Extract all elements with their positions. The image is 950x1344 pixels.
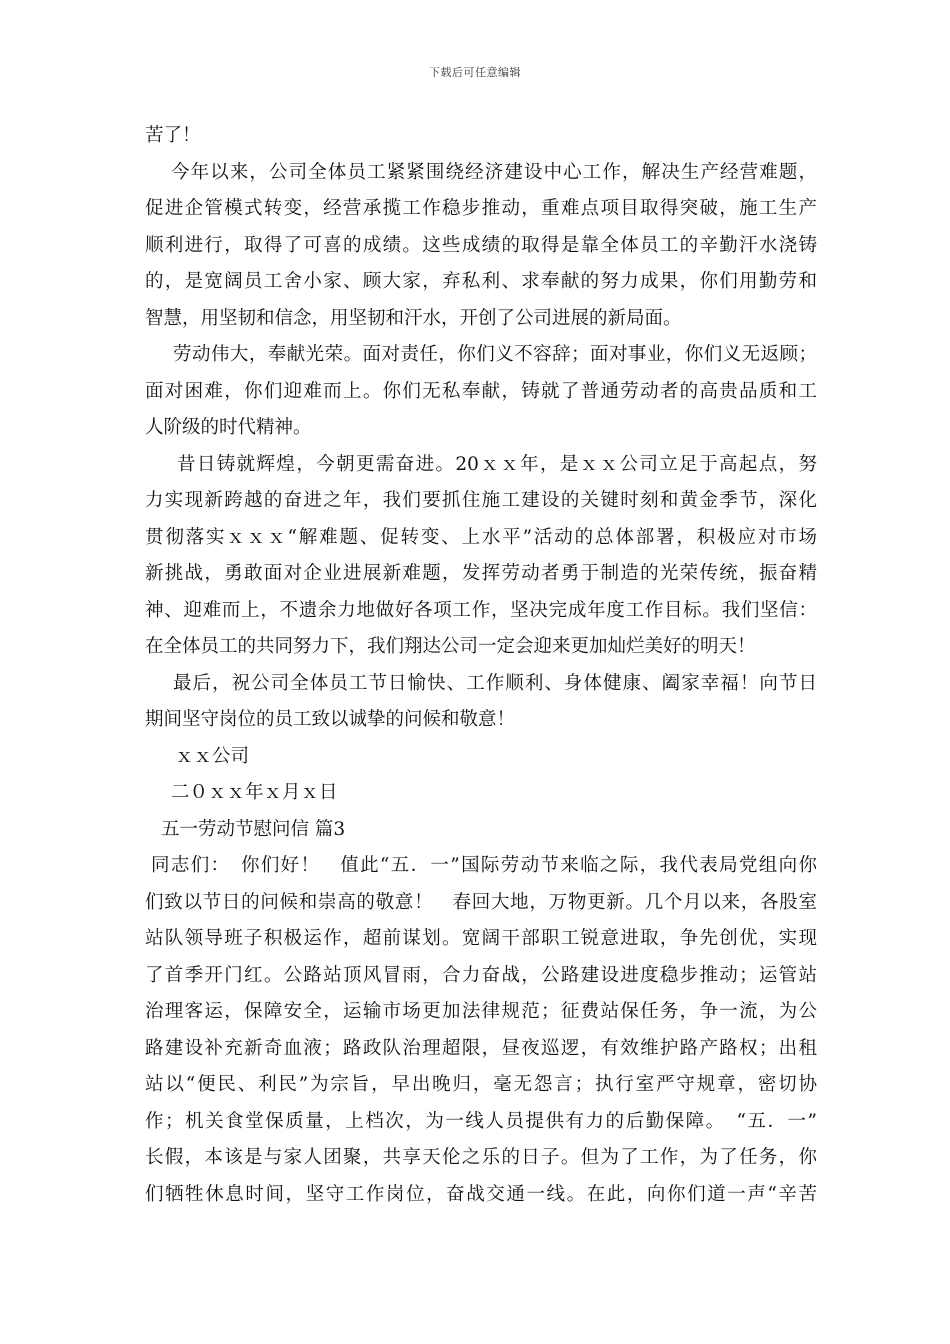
text-line: 面对困难，你们迎难而上。你们无私奉献，铸就了普通劳动者的高贵品质和工 bbox=[145, 380, 817, 402]
text-line: 路建设补充新奇血液；路政队治理超限，昼夜巡逻，有效维护路产路权；出租 bbox=[145, 1037, 817, 1059]
text-line: 新挑战，勇敢面对企业进展新难题，发挥劳动者勇于制造的光荣传统，振奋精 bbox=[145, 563, 817, 584]
signature-date: 二０ｘｘ年ｘ月ｘ日 bbox=[171, 782, 338, 803]
document-body bbox=[145, 118, 817, 1213]
text-line: 力实现新跨越的奋进之年，我们要抓住施工建设的关键时刻和黄金季节，深化 bbox=[145, 490, 817, 511]
text-line: 劳动伟大，奉献光荣。面对责任，你们义不容辞；面对事业，你们义无返顾； bbox=[173, 344, 817, 365]
text-line: 智慧，用坚韧和信念，用坚韧和汗水，开创了公司进展的新局面。 bbox=[145, 307, 682, 329]
text-line: 神、迎难而上，不遗余力地做好各项工作，坚决完成年度工作目标。我们坚信： bbox=[145, 599, 817, 621]
text-line: 最后，祝公司全体员工节日愉快、工作顺利、身体健康、阖家幸福！向节日 bbox=[173, 672, 817, 694]
text-line: 昔日铸就辉煌，今朝更需奋进。20ｘｘ年，是ｘｘ公司立足于高起点，努 bbox=[177, 453, 817, 475]
text-line: 期间坚守岗位的员工致以诚挚的问候和敬意！ bbox=[145, 709, 516, 730]
text-line: 促进企管模式转变，经营承揽工作稳步推动，重难点项目取得突破，施工生产 bbox=[145, 198, 817, 219]
text-line: 贯彻落实ｘｘｘ“解难题、促转变、上水平”活动的总体部署，积极应对市场 bbox=[145, 526, 817, 548]
text-line: 人阶级的时代精神。 bbox=[145, 417, 312, 438]
text-line: 的，是宽阔员工舍小家、顾大家，弃私利、求奉献的努力成果，你们用勤劳和 bbox=[145, 271, 817, 292]
text-line: 在全体员工的共同努力下，我们翔达公司一定会迎来更加灿烂美好的明天！ bbox=[145, 636, 756, 657]
text-line: 了首季开门红。公路站顶风冒雨，合力奋战，公路建设进度稳步推动；运管站 bbox=[145, 964, 817, 986]
text-line: 苦了！ bbox=[145, 125, 201, 146]
text-line: 站队领导班子积极运作，超前谋划。宽阔干部职工锐意进取，争先创优，实现 bbox=[145, 928, 817, 949]
text-line: 站以“便民、利民”为宗旨，早出晚归，毫无怨言；执行室严守规章，密切协 bbox=[145, 1074, 817, 1095]
text-line: 今年以来，公司全体员工紧紧围绕经济建设中心工作，解决生产经营难题， bbox=[171, 161, 817, 183]
text-line: 同志们： 你们好！ 值此“五．一”国际劳动节来临之际，我代表局党组向你 bbox=[151, 855, 817, 876]
section-heading: 五一劳动节慰问信 篇3 bbox=[161, 818, 346, 840]
text-line: 顺利进行，取得了可喜的成绩。这些成绩的取得是靠全体员工的辛勤汗水浇铸 bbox=[145, 234, 817, 256]
signature-company: ｘｘ公司 bbox=[175, 745, 250, 767]
text-line: 治理客运，保障安全，运输市场更加法律规范；征费站保任务，争一流，为公 bbox=[145, 1001, 817, 1022]
text-line: 长假，本该是与家人团聚，共享天伦之乐的日子。但为了工作，为了任务，你 bbox=[145, 1147, 817, 1168]
text-line: 们致以节日的问候和崇高的敬意！ 春回大地，万物更新。几个月以来，各股室 bbox=[145, 891, 817, 913]
text-line: 作；机关食堂保质量，上档次，为一线人员提供有力的后勤保障。 “五．一” bbox=[145, 1110, 817, 1132]
text-line: 们牺牲休息时间，坚守工作岗位，奋战交通一线。在此，向你们道一声“辛苦 bbox=[145, 1183, 817, 1205]
header-note: 下载后可任意编辑 bbox=[429, 66, 521, 79]
